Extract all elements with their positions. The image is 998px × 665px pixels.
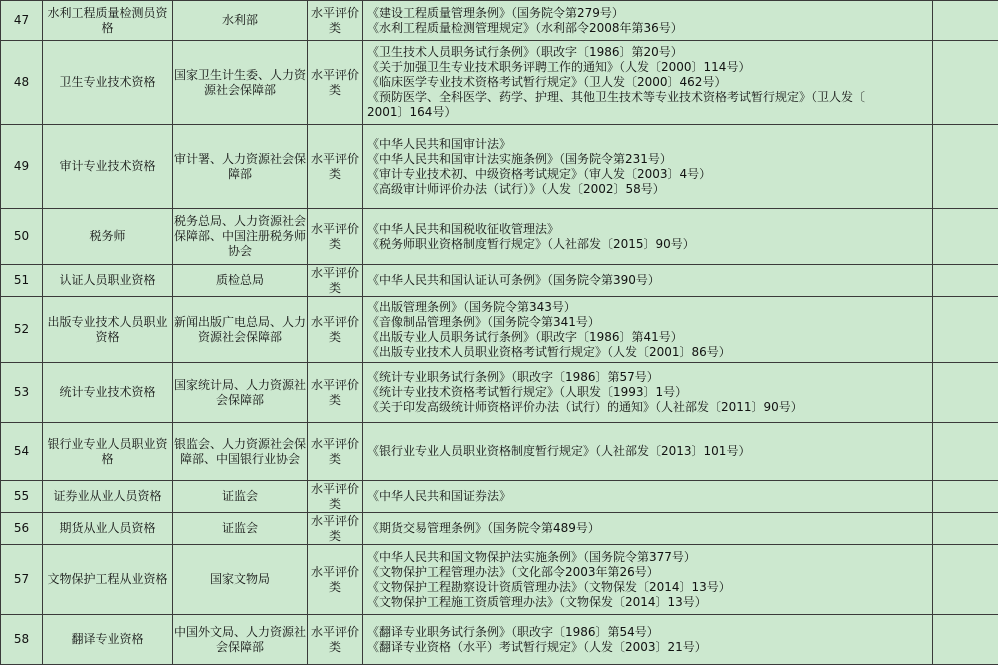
qualification-type: 水平评价类 [308, 363, 363, 423]
issuing-department: 国家统计局、人力资源社会保障部 [173, 363, 308, 423]
qualification-type: 水平评价类 [308, 545, 363, 615]
issuing-department: 国家文物局 [173, 545, 308, 615]
row-number: 53 [1, 363, 43, 423]
qualification-name: 期货从业人员资格 [43, 513, 173, 545]
qualification-name: 统计专业技术资格 [43, 363, 173, 423]
issuing-department: 税务总局、人力资源社会保障部、中国注册税务师协会 [173, 209, 308, 265]
legal-basis-line: 《统计专业职务试行条例》（职改字〔1986〕第57号） [367, 370, 928, 385]
legal-basis-cell [363, 513, 933, 545]
qualification-name: 认证人员职业资格 [43, 265, 173, 297]
row-number: 56 [1, 513, 43, 545]
issuing-department: 水利部 [173, 1, 308, 41]
issuing-department: 新闻出版广电总局、人力资源社会保障部 [173, 297, 308, 363]
issuing-department: 银监会、人力资源社会保障部、中国银行业协会 [173, 423, 308, 481]
issuing-department: 中国外文局、人力资源社会保障部 [173, 615, 308, 665]
legal-basis-line: 《银行业专业人员职业资格制度暂行规定》（人社部发〔2013〕101号） [367, 444, 928, 459]
row-number: 50 [1, 209, 43, 265]
table-row [1, 545, 998, 615]
qualification-name: 出版专业技术人员职业资格 [43, 297, 173, 363]
legal-basis-line: 《文物保护工程施工资质管理办法》（文物保发〔2014〕13号） [367, 595, 928, 610]
row-number: 48 [1, 41, 43, 125]
legal-basis-line: 《出版管理条例》（国务院令第343号） [367, 300, 928, 315]
table-row [1, 209, 998, 265]
issuing-department: 国家卫生计生委、人力资源社会保障部 [173, 41, 308, 125]
table-row [1, 615, 998, 665]
remarks-cell [933, 125, 998, 209]
row-number: 47 [1, 1, 43, 41]
remarks-cell [933, 615, 998, 665]
legal-basis-line: 《统计专业技术资格考试暂行规定》（人职发〔1993〕1号） [367, 385, 928, 400]
legal-basis-cell [363, 545, 933, 615]
table-row [1, 423, 998, 481]
legal-basis-line: 《中华人民共和国审计法实施条例》（国务院令第231号） [367, 152, 928, 167]
issuing-department: 证监会 [173, 513, 308, 545]
table-row [1, 265, 998, 297]
qualification-name: 税务师 [43, 209, 173, 265]
legal-basis-line: 《中华人民共和国文物保护法实施条例》（国务院令第377号） [367, 550, 928, 565]
qualification-name: 文物保护工程从业资格 [43, 545, 173, 615]
qualification-type: 水平评价类 [308, 423, 363, 481]
remarks-cell [933, 363, 998, 423]
qualification-type: 水平评价类 [308, 1, 363, 41]
remarks-cell [933, 545, 998, 615]
qualification-type: 水平评价类 [308, 297, 363, 363]
qualification-type: 水平评价类 [308, 209, 363, 265]
legal-basis-line: 《中华人民共和国审计法》 [367, 137, 928, 152]
legal-basis-line: 《翻译专业资格（水平）考试暂行规定》（人发〔2003〕21号） [367, 640, 928, 655]
table-row [1, 513, 998, 545]
qualification-type: 水平评价类 [308, 41, 363, 125]
legal-basis-cell [363, 363, 933, 423]
remarks-cell [933, 41, 998, 125]
table-row [1, 1, 998, 41]
qualification-name: 卫生专业技术资格 [43, 41, 173, 125]
remarks-cell [933, 209, 998, 265]
issuing-department: 质检总局 [173, 265, 308, 297]
remarks-cell [933, 297, 998, 363]
remarks-cell [933, 1, 998, 41]
qualification-type: 水平评价类 [308, 125, 363, 209]
remarks-cell [933, 265, 998, 297]
qualification-type: 水平评价类 [308, 265, 363, 297]
legal-basis-cell [363, 297, 933, 363]
qualification-name: 水利工程质量检测员资格 [43, 1, 173, 41]
row-number: 58 [1, 615, 43, 665]
remarks-cell [933, 481, 998, 513]
table-row [1, 481, 998, 513]
row-number: 55 [1, 481, 43, 513]
remarks-cell [933, 423, 998, 481]
table-row [1, 363, 998, 423]
legal-basis-cell [363, 1, 933, 41]
legal-basis-cell [363, 423, 933, 481]
legal-basis-line: 《中华人民共和国税收征收管理法》 [367, 222, 928, 237]
legal-basis-line: 《翻译专业职务试行条例》（职改字〔1986〕第54号） [367, 625, 928, 640]
row-number: 52 [1, 297, 43, 363]
legal-basis-line: 《关于印发高级统计师资格评价办法（试行）的通知》（人社部发〔2011〕90号） [367, 400, 928, 415]
table-row [1, 125, 998, 209]
row-number: 54 [1, 423, 43, 481]
legal-basis-cell [363, 615, 933, 665]
qualification-type: 水平评价类 [308, 615, 363, 665]
qualification-name: 翻译专业资格 [43, 615, 173, 665]
legal-basis-line: 《文物保护工程管理办法》（文化部令2003年第26号） [367, 565, 928, 580]
qualification-name: 审计专业技术资格 [43, 125, 173, 209]
issuing-department: 审计署、人力资源社会保障部 [173, 125, 308, 209]
legal-basis-line: 《文物保护工程勘察设计资质管理办法》（文物保发〔2014〕13号） [367, 580, 928, 595]
table-row [1, 41, 998, 125]
legal-basis-cell [363, 41, 933, 125]
legal-basis-line: 《高级审计师评价办法（试行）》（人发〔2002〕58号） [367, 182, 928, 197]
qualification-type: 水平评价类 [308, 513, 363, 545]
legal-basis-cell [363, 265, 933, 297]
legal-basis-line: 《水利工程质量检测管理规定》（水利部令2008年第36号） [367, 21, 928, 36]
issuing-department: 证监会 [173, 481, 308, 513]
table-body [1, 1, 998, 665]
table-row [1, 297, 998, 363]
legal-basis-cell [363, 125, 933, 209]
row-number: 57 [1, 545, 43, 615]
legal-basis-line: 《出版专业技术人员职业资格考试暂行规定》（人发〔2001〕86号） [367, 345, 928, 360]
legal-basis-line: 《建设工程质量管理条例》（国务院令第279号） [367, 6, 928, 21]
legal-basis-cell [363, 209, 933, 265]
legal-basis-line: 《预防医学、全科医学、药学、护理、其他卫生技术等专业技术资格考试暂行规定》（卫人发〔 [367, 90, 928, 105]
legal-basis-line: 《中华人民共和国证券法》 [367, 489, 928, 504]
legal-basis-line: 《中华人民共和国认证认可条例》（国务院令第390号） [367, 273, 928, 288]
legal-basis-cell [363, 481, 933, 513]
legal-basis-line: 《关于加强卫生专业技术职务评聘工作的通知》（人发〔2000〕114号） [367, 60, 928, 75]
row-number: 51 [1, 265, 43, 297]
legal-basis-line: 《卫生技术人员职务试行条例》（职改字〔1986〕第20号） [367, 45, 928, 60]
qualification-name: 银行业专业人员职业资格 [43, 423, 173, 481]
qualification-type: 水平评价类 [308, 481, 363, 513]
legal-basis-line: 《临床医学专业技术资格考试暂行规定》（卫人发〔2000〕462号） [367, 75, 928, 90]
legal-basis-line: 《税务师职业资格制度暂行规定》（人社部发〔2015〕90号） [367, 237, 928, 252]
remarks-cell [933, 513, 998, 545]
legal-basis-line: 2001〕164号） [367, 105, 928, 120]
legal-basis-line: 《音像制品管理条例》（国务院令第341号） [367, 315, 928, 330]
legal-basis-line: 《出版专业人员职务试行条例》（职改字〔1986〕第41号） [367, 330, 928, 345]
legal-basis-line: 《审计专业技术初、中级资格考试规定》（审人发〔2003〕4号） [367, 167, 928, 182]
row-number: 49 [1, 125, 43, 209]
legal-basis-line: 《期货交易管理条例》（国务院令第489号） [367, 521, 928, 536]
qualification-name: 证券业从业人员资格 [43, 481, 173, 513]
